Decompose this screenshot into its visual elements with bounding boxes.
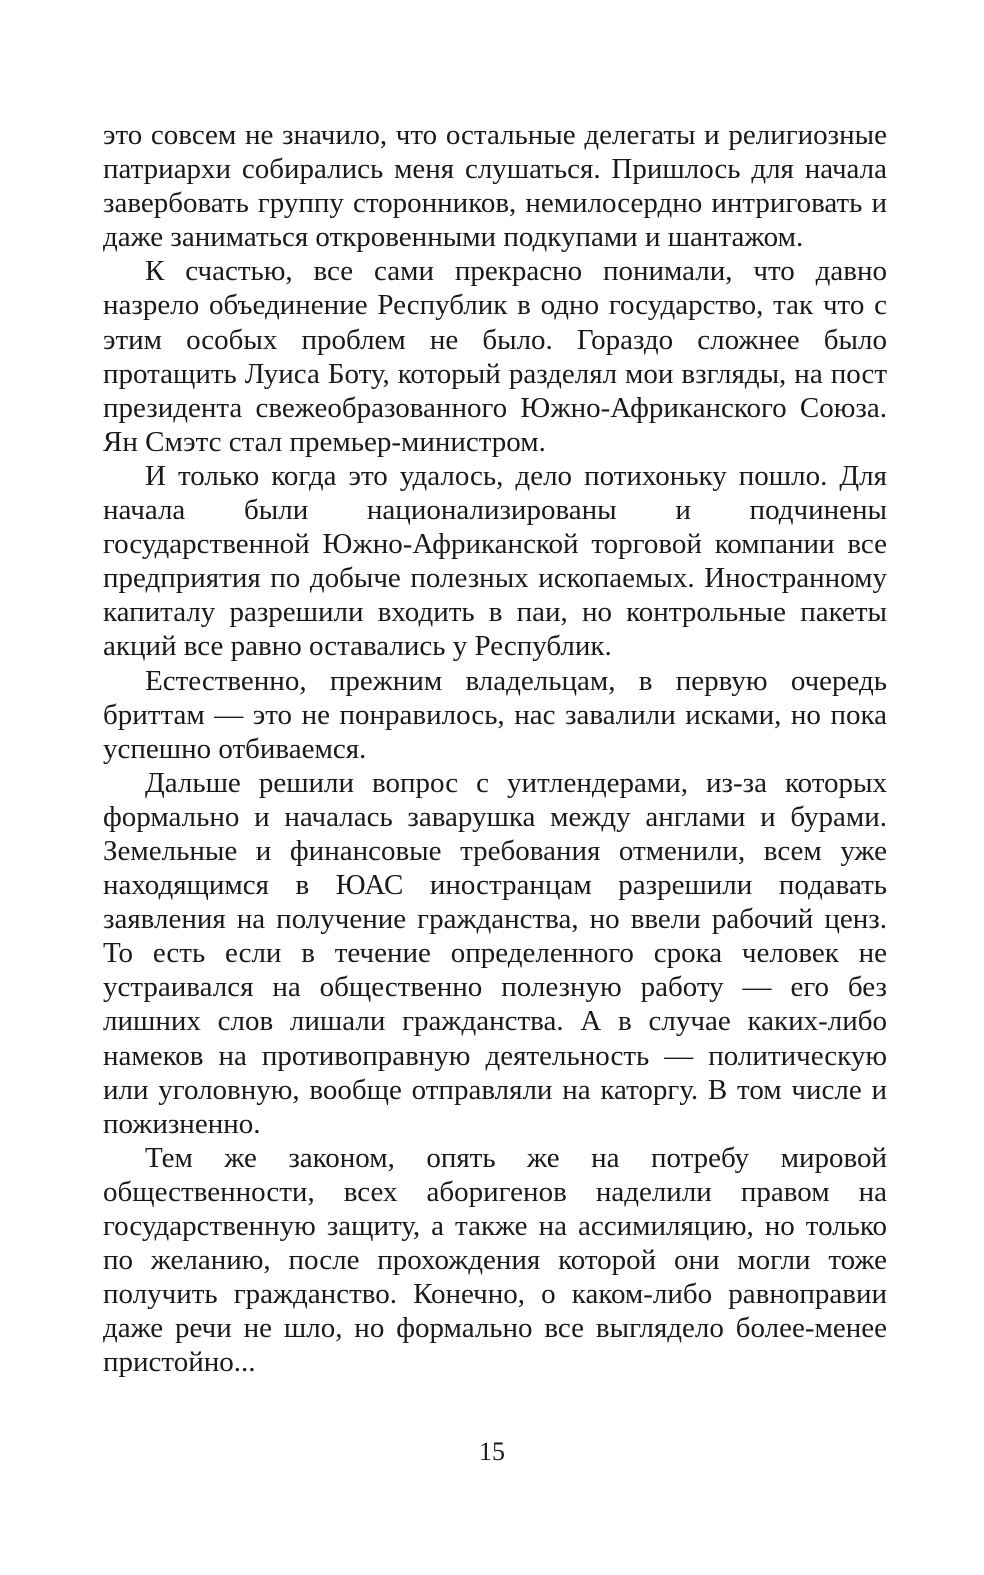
paragraph-5: Дальше решили вопрос с уитлендерами, из-за которых формально и началась заварушка между англами и бурами. Земельные и финансовые требования отменили, всем уже находящимся в ЮАС иностранцам разрешили подавать заявления на получение гражданства, но ввели рабочий ценз. То есть если в течение определенного срока человек не устраивался на общественно полезную работу — его без лишних слов лишали гражданства. А в случае каких-либо намеков на противоправную деятельность — политическую или уголовную, вообще отправляли на каторгу. В том числе и пожизненно. [103,766,887,1140]
body-text [103,118,887,1379]
paragraph-2: К счастью, все сами прекрасно понимали, что давно назрело объединение Республик в одно государство, так что с этим особых проблем не было. Гораздо сложнее было протащить Луиса Боту, который разделял мои взгляды, на пост президента свежеобразованного Южно-Африканского Союза. Ян Смэтс стал премьер-министром. [103,255,887,458]
paragraph-6: Тем же законом, опять же на потребу мировой общественности, всех аборигенов наделили правом на государственную защиту, а также на ассимиляцию, но только по желанию, после прохождения которой они могли тоже получить гражданство. Конечно, о каком-либо равноправии даже речи не шло, но формально все выглядело более-менее пристойно... [103,1141,887,1379]
paragraph-1: это совсем не значило, что остальные делегаты и религиозные патриархи собирались меня слушаться. Пришлось для начала завербовать группу сторонников, немилосердно интриговать и даже заниматься откровенными подкупами и шантажом. [103,119,887,254]
paragraph-4: Естественно, прежним владельцам, в первую очередь бриттам — это не понравилось, нас завалили исками, но пока успешно отбиваемся. [103,664,887,765]
paragraph-3: И только когда это удалось, дело потихоньку пошло. Для начала были национализированы и подчинены государственной Южно-Африканской торговой компании все предприятия по добыче полезных ископаемых. Иностранному капиталу разрешили входить в паи, но контрольные пакеты акций все равно оставались у Республик. [103,459,887,663]
page-number: 15 [479,1437,505,1466]
